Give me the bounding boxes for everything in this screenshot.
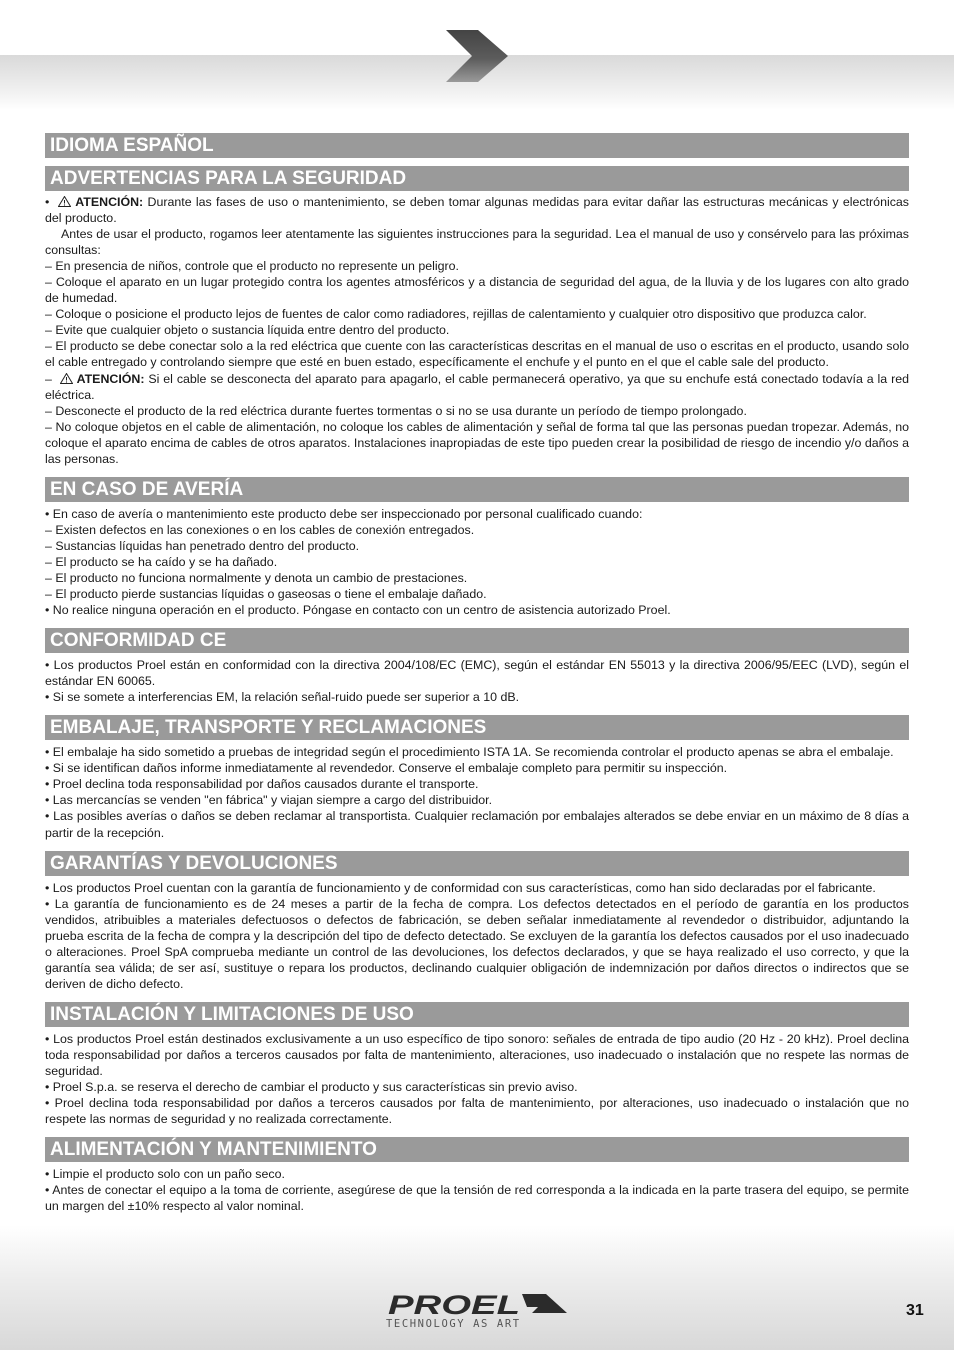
list-item: • Los productos Proel cuentan con la garantía de funcionamiento y de conformidad con sus características, como han sido declaradas por el fabricante. (45, 880, 876, 895)
logo-arrow-icon (522, 1294, 567, 1313)
warning-label: ATENCIÓN: (76, 371, 145, 386)
list-item: • Antes de conectar el equipo a la toma de corriente, asegúrese de que la tensión de red corresponda a la indicada en la parte trasera del equipo, se permite un margen del ±10% respecto al valor nominal. (45, 1183, 909, 1214)
section-body-garantias (45, 880, 909, 992)
logo-wordmark: PROEL (388, 1291, 520, 1320)
list-item: – En presencia de niños, controle que el producto no represente un peligro. (45, 259, 459, 274)
bullet: • (45, 195, 50, 209)
list-item: • Proel declina toda responsabilidad por daños causados durante el transporte. (45, 777, 479, 792)
list-item: – Evite que cualquier objeto o sustancia líquida entre dentro del producto. (45, 323, 450, 338)
list-item: – Existen defectos en las conexiones o en los cables de conexión entregados. (45, 522, 475, 537)
section-body-conformidad (45, 657, 909, 705)
list-item: • No realice ninguna operación en el producto. Póngase en contacto con un centro de asistencia autorizado Proel. (45, 603, 671, 618)
warning-label: ATENCIÓN: (75, 195, 144, 209)
page-number: 31 (906, 1302, 924, 1319)
list-item: – No coloque objetos en el cable de alimentación, no coloque los cables de alimentación y señal de forma tal que las personas puedan tropezar. Además, no coloque el aparato encima de cables de otros aparatos. Instalaciones inapropiadas de este tipo pueden crear la posibilidad de riesgo de incendio y/o daños a las personas. (45, 419, 909, 466)
list-item: • Limpie el producto solo con un paño seco. (45, 1167, 285, 1182)
list-item: – Coloque el aparato en un lugar protegido contra los agentes atmosféricos y a distancia de seguridad del agua, de la lluvia y de los lugares con alto grado de humedad. (45, 275, 909, 306)
list-item: • En caso de avería o mantenimiento este producto debe ser inspeccionado por personal cualificado cuando: (45, 506, 643, 521)
list-item: • Proel S.p.a. se reserva el derecho de cambiar el producto y sus características sin previo aviso. (45, 1080, 578, 1095)
list-item: – El producto no funciona normalmente y denota un cambio de prestaciones. (45, 570, 468, 585)
list-item: – Sustancias líquidas han penetrado dentro del producto. (45, 538, 360, 553)
list-item: • Las mercancías se venden "en fábrica" y viajan siempre a cargo del distribuidor. (45, 793, 493, 808)
section-title-embalaje: EMBALAJE, TRANSPORTE Y RECLAMACIONES (45, 715, 909, 740)
list-item: – El producto se ha caído y se ha dañado. (45, 554, 278, 569)
footer-band (0, 1225, 954, 1350)
logo-tagline: TECHNOLOGY AS ART (386, 1318, 521, 1330)
dash: – (45, 371, 52, 386)
list-item: – Desconecte el producto de la red eléctrica durante fuertes tormentas o si no se usa durante un período de tiempo prolongado. (45, 403, 747, 418)
paragraph-text: Si el cable se desconecta del aparato para apagarlo, el cable permanecerá operativo, ya que su enchufe está conectado todavía a la red eléctrica. (45, 371, 909, 402)
list-item: • El embalaje ha sido sometido a pruebas de integridad según el procedimiento ISTA 1A. Se recomienda controlar el producto apenas se abra el embalaje. (45, 745, 894, 760)
warning-icon (58, 196, 71, 207)
section-title-instalacion: INSTALACIÓN Y LIMITACIONES DE USO (45, 1002, 909, 1027)
warning-icon (60, 373, 73, 384)
paragraph (45, 194, 909, 226)
list-item: • Si se somete a interferencias EM, la relación señal-ruido puede ser superior a 10 dB. (45, 690, 520, 705)
list-item: – El producto se debe conectar solo a la red eléctrica que cuente con las características descritas en el manual de uso o escritas en el producto, usando solo el cable entregado y controlando siempre que esté en buen estado, específicamente el enchufe y el punto en el que el cable sale del producto. (45, 339, 909, 370)
section-body-instalacion (45, 1031, 909, 1127)
list-item: • Los productos Proel están en conformidad con la directiva 2004/108/EC (EMC), según el estándar EN 55013 y la directiva 2006/95/EEC (LVD), según el estándar EN 60065. (45, 658, 909, 689)
paragraph-text: Durante las fases de uso o mantenimiento, se deben tomar algunas medidas para evitar dañar las estructuras mecánicas y electrónicas del producto. (45, 195, 910, 226)
section-title-garantias: GARANTÍAS Y DEVOLUCIONES (45, 851, 909, 876)
section-body-averia (45, 506, 909, 618)
section-title-advertencias: ADVERTENCIAS PARA LA SEGURIDAD (45, 166, 909, 191)
list-item: – Coloque o posicione el producto lejos de fuentes de calor como radiadores, rejillas de calentamiento y cualquier otro dispositivo que produzca calor. (45, 307, 867, 322)
section-body-embalaje (45, 744, 909, 840)
section-title-conformidad: CONFORMIDAD CE (45, 628, 909, 653)
list-item: • Los productos Proel están destinados exclusivamente a un uso específico de tipo sonoro: señales de entrada de tipo audio (20 Hz - 20 kHz). Proel declina toda responsabilidad por daños a terceros causados por falta de mantenimiento, alteraciones, uso inadecuado o instalación que no respete las normas de seguridad. (45, 1031, 909, 1078)
list-item (45, 371, 909, 403)
section-body-alimentacion (45, 1166, 909, 1214)
section-title-averia: EN CASO DE AVERÍA (45, 477, 909, 502)
list-item: • Las posibles averías o daños se deben reclamar al transportista. Cualquier reclamación por embalajes alterados se debe enviar en un máximo de 8 días a partir de la recepción. (45, 809, 909, 840)
section-title-alimentacion: ALIMENTACIÓN Y MANTENIMIENTO (45, 1137, 909, 1162)
section-title-idioma: IDIOMA ESPAÑOL (45, 133, 909, 158)
chevron-right-icon (444, 28, 510, 84)
list-item: • Proel declina toda responsabilidad por daños a terceros causados por falta de mantenimiento, por alteraciones, uso inadecuado o instalación que no respete las normas de seguridad y no realizada correctamente. (45, 1096, 909, 1127)
list-item: • La garantía de funcionamiento es de 24 meses a partir de la fecha de compra. Los defectos detectados en el período de garantía en los productos vendidos, atribuibles a materiales defectuosos o defectos de fabricación, se deben señalar inmediatamente al revendedor o distribuidor, adjuntando la prueba escrita de la fecha de compra y la descripción del tipo de defecto detectado. Se excluyen de la garantía los defectos causados por el uso inadecuado o alteraciones. Proel SpA comprueba mediante un control de las devoluciones, los defectos declarados, y que se haya realizado el uso correcto, y que la garantía sea válida; de ser así, sustituye o repara los productos, declinando cualquier obligación de indemnización por daños directos o indirectos que se deriven de dicho defecto. (45, 896, 909, 991)
page-content (45, 133, 909, 1214)
paragraph: Antes de usar el producto, rogamos leer atentamente las siguientes instrucciones para la seguridad. Lea el manual de uso y consérvelo para las próximas consultas: (45, 227, 909, 258)
list-item: • Si se identifican daños informe inmediatamente al revendedor. Conserve el embalaje completo para permitir su inspección. (45, 761, 728, 776)
section-body-advertencias (45, 194, 909, 467)
list-item: – El producto pierde sustancias líquidas o gaseosas o tiene el embalaje dañado. (45, 587, 487, 602)
